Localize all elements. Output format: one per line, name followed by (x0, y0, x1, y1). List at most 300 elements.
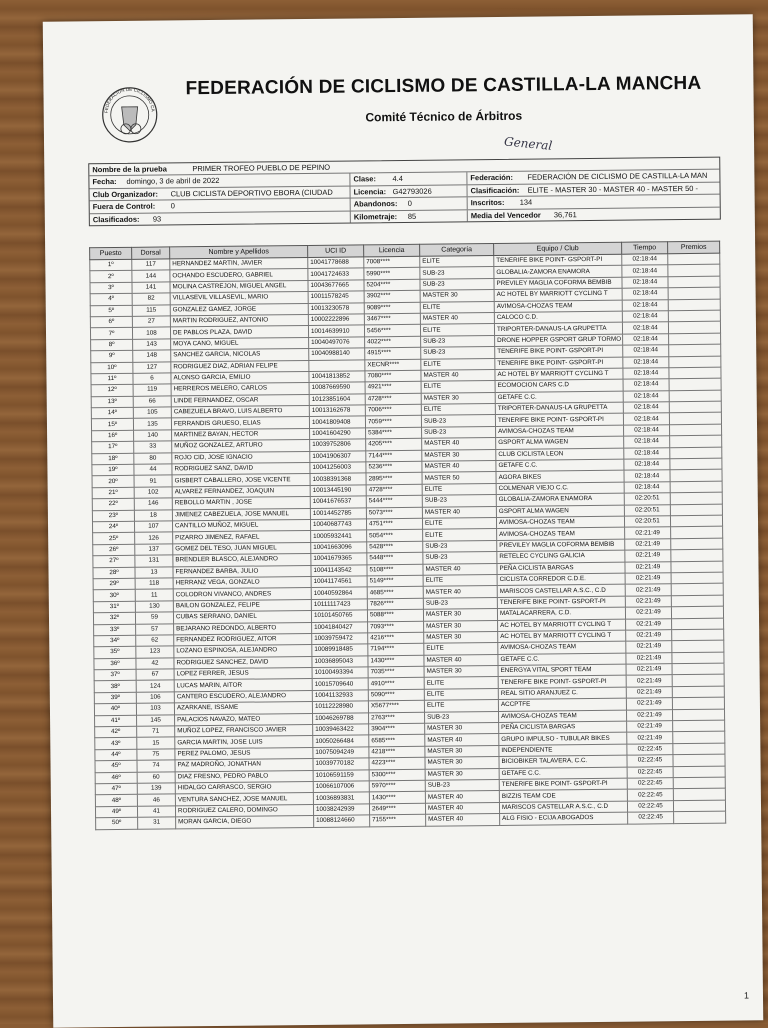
clase-label: Clase: (349, 174, 389, 186)
cell-categoria: SUB-23 (421, 347, 495, 359)
cell-uci-id: 10041679365 (311, 553, 367, 565)
cell-nombre: OCHANDO ESCUDERO, GABRIEL (170, 269, 308, 282)
cell-uci-id: 10011578245 (308, 291, 364, 303)
clase-value: 4.4 (392, 174, 403, 184)
cell-premios (673, 754, 725, 766)
cell-dorsal: 41 (137, 806, 175, 818)
cell-premios (670, 492, 722, 504)
document-page (43, 14, 763, 1027)
cell-premios (669, 378, 721, 390)
cell-dorsal: 127 (133, 361, 171, 373)
cell-puesto: 2º (90, 271, 132, 283)
cell-tiempo: 02:22:45 (627, 755, 673, 767)
cell-dorsal: 42 (136, 658, 174, 670)
cell-premios (672, 640, 724, 652)
page-number: 1 (743, 990, 750, 1001)
cell-tiempo: 02:18:44 (623, 345, 669, 357)
cell-nombre: SANCHEZ GARCIA, NICOLAS (171, 349, 309, 362)
cell-premios (673, 720, 725, 732)
cell-tiempo: 02:21:49 (625, 550, 671, 562)
abandonos-value: 0 (407, 199, 412, 209)
cell-nombre: ALONSO GARCIA, EMILIO (171, 371, 309, 384)
cell-tiempo: 02:21:49 (626, 687, 672, 699)
cell-equipo: TENERIFE BIKE POINT- GSPORT-PI (498, 676, 626, 689)
cell-nombre: ALVAREZ FERNANDEZ, JOAQUIN (172, 485, 310, 498)
cell-dorsal: 139 (137, 783, 175, 795)
cell-licencia: 5073**** (366, 507, 422, 519)
cell-puesto: 20º (92, 476, 134, 488)
cell-equipo: GETAFE C.C. (498, 653, 626, 666)
cell-categoria: SUB-23 (422, 495, 496, 507)
cell-dorsal: 137 (135, 544, 173, 556)
cell-puesto: 31º (93, 601, 135, 613)
cell-tiempo: 02:18:44 (623, 333, 669, 345)
cell-dorsal: 60 (137, 771, 175, 783)
cell-premios (670, 458, 722, 470)
cell-dorsal: 135 (133, 418, 171, 430)
cell-licencia: 5149**** (367, 575, 423, 587)
cell-puesto: 34º (94, 635, 136, 647)
cell-licencia: 7155**** (370, 814, 426, 826)
cell-licencia: 2895**** (366, 473, 422, 485)
cell-tiempo: 02:18:44 (624, 436, 670, 448)
cell-puesto: 1º (90, 259, 132, 271)
cell-equipo: GRUPO IMPULSO - TUBULAR BIKES (499, 733, 627, 746)
cell-equipo: ALG FISIO - ECIJA ABOGADOS (500, 812, 628, 825)
federation-logo (99, 79, 160, 160)
cell-nombre: ROJO CID, JOSE IGNACIO (172, 451, 310, 464)
cell-equipo: PREVILEY MAGLIA COFORMA BEMBIB (497, 539, 625, 552)
clasificados-value: 93 (152, 214, 162, 224)
col-nombre: Nombre y Apellidos (170, 245, 308, 258)
cell-nombre: LOZANO ESPINOSA, ALEJANDRO (174, 645, 312, 658)
cell-licencia: 4910**** (368, 678, 424, 690)
club-label: Club Organizador: (92, 189, 159, 200)
cell-equipo: GSPORT ALMA WAGEN (496, 436, 624, 449)
cell-nombre: RODRIGUEZ SANCHEZ, DAVID (174, 656, 312, 669)
cell-licencia: 9089**** (364, 302, 420, 314)
cell-uci-id: 10050266484 (313, 735, 369, 747)
cell-uci-id: 10041778688 (308, 257, 364, 269)
cell-premios (671, 527, 723, 539)
cell-equipo: GLOBALIA-ZAMORA ENAMORA (494, 266, 622, 279)
cell-dorsal: 108 (132, 327, 170, 339)
cell-dorsal: 115 (132, 304, 170, 316)
cell-premios (671, 538, 723, 550)
cell-puesto: 37º (94, 669, 136, 681)
cell-puesto: 36º (94, 658, 136, 670)
cell-nombre: RODRIGUEZ DIAZ, ADRIAN FELIPE (171, 360, 309, 373)
cell-equipo: CICLISTA CORREDOR C.D.E. (497, 573, 625, 586)
cell-premios (672, 618, 724, 630)
cell-dorsal: 11 (135, 589, 173, 601)
cell-puesto: 24º (92, 521, 134, 533)
cell-puesto: 45º (95, 760, 137, 772)
cell-categoria: MASTER 30 (425, 723, 499, 735)
fuera-label: Fuera de Control: (92, 201, 156, 212)
cell-nombre: GOMEZ DEL TESO, JUAN MIGUEL (173, 542, 311, 555)
federation-title: FEDERACIÓN DE CICLISMO DE CASTILLA-LA MANCHA (185, 72, 702, 100)
cell-categoria: MASTER 30 (423, 609, 497, 621)
cell-categoria: MASTER 30 (422, 449, 496, 461)
cell-equipo: CLUB CICLISTA LEON (496, 448, 624, 461)
cell-nombre: HERNANDEZ MARTIN, JAVIER (170, 257, 308, 270)
cell-tiempo: 02:18:44 (622, 322, 668, 334)
cell-licencia: 7035**** (368, 666, 424, 678)
cell-licencia: XECNR**** (365, 359, 421, 371)
cell-tiempo: 02:21:49 (627, 732, 673, 744)
cell-equipo: MATALACARRERA, C.D. (497, 607, 625, 620)
cell-tiempo: 02:21:49 (626, 630, 672, 642)
cell-uci-id: 10041840427 (312, 621, 368, 633)
cell-tiempo: 02:22:45 (627, 789, 673, 801)
cell-puesto: 41º (95, 715, 137, 727)
cell-puesto: 46º (95, 772, 137, 784)
cell-nombre: AZARKANE, ISSAME (174, 702, 312, 715)
licencia-label: Licencia: (349, 186, 389, 198)
cell-uci-id: 10005932441 (311, 530, 367, 542)
cell-nombre: LINDE FERNANDEZ, OSCAR (171, 394, 309, 407)
cell-categoria: MASTER 30 (424, 631, 498, 643)
cell-puesto: 19º (92, 464, 134, 476)
cell-categoria: MASTER 40 (422, 438, 496, 450)
cell-nombre: MARTINEZ BAYAN, HECTOR (172, 428, 310, 441)
cell-uci-id: 10111117423 (311, 599, 367, 611)
cell-dorsal: 124 (136, 680, 174, 692)
cell-puesto: 7º (90, 328, 132, 340)
cell-tiempo: 02:21:49 (625, 607, 671, 619)
cell-uci-id: 10040592864 (311, 587, 367, 599)
cell-puesto: 13º (91, 396, 133, 408)
cell-puesto: 25º (93, 533, 135, 545)
cell-dorsal: 126 (135, 532, 173, 544)
cell-tiempo: 02:21:49 (627, 721, 673, 733)
cell-puesto: 10º (91, 362, 133, 374)
cell-puesto: 29º (93, 578, 135, 590)
clasificacion-label: Clasificación: (466, 184, 524, 196)
cell-equipo: AGORA BIKES (496, 471, 624, 484)
cell-tiempo: 02:18:44 (624, 459, 670, 471)
cell-nombre: REBOLLO MARTIN , JOSE (172, 497, 310, 510)
cell-licencia: 7006**** (365, 404, 421, 416)
cell-nombre: HIDALGO CARRASCO, SERGIO (175, 781, 313, 794)
inscritos-value: 134 (519, 197, 533, 207)
cell-nombre: MUÑOZ LOPEZ, FRANCISCO JAVIER (175, 724, 313, 737)
cell-licencia: 5108**** (367, 564, 423, 576)
cell-dorsal: 15 (137, 737, 175, 749)
cell-licencia: 7008**** (364, 256, 420, 268)
cell-puesto: 50º (96, 817, 138, 829)
fecha-value: domingo, 3 de abril de 2022 (126, 176, 220, 187)
cell-equipo: REAL SITIO ARANJUEZ C. (498, 687, 626, 700)
cell-equipo: AC HOTEL BY MARRIOTT CYCLING T (498, 619, 626, 632)
cell-uci-id: 10041724633 (308, 268, 364, 280)
cell-categoria: MASTER 30 (425, 757, 499, 769)
cell-categoria: MASTER 30 (425, 745, 499, 757)
cell-categoria: ELITE (420, 256, 494, 268)
cell-premios (674, 811, 726, 823)
cell-tiempo: 02:18:44 (623, 413, 669, 425)
cell-equipo: GETAFE C.C. (496, 459, 624, 472)
cell-categoria: MASTER 40 (422, 461, 496, 473)
cell-uci-id: 10041256003 (310, 462, 366, 474)
cell-nombre: DIAZ FRESNO, PEDRO PABLO (175, 770, 313, 783)
cell-categoria: MASTER 40 (421, 369, 495, 381)
cell-premios (670, 447, 722, 459)
cell-tiempo: 02:22:45 (627, 778, 673, 790)
cell-categoria: MASTER 50 (422, 472, 496, 484)
cell-premios (673, 732, 725, 744)
cell-dorsal: 57 (136, 623, 174, 635)
cell-tiempo: 02:18:44 (624, 470, 670, 482)
cell-puesto: 16º (92, 430, 134, 442)
cell-nombre: BAILON GONZALEZ, FELIPE (173, 599, 311, 612)
cell-equipo: DRONE HOPPER GSPORT GRUP TORMO (495, 334, 623, 347)
cell-nombre: HERREROS MELERO, CARLOS (171, 383, 309, 396)
cell-licencia: 4218**** (369, 746, 425, 758)
cell-dorsal: 103 (136, 703, 174, 715)
km-value: 85 (407, 211, 417, 221)
cell-licencia: 7059**** (365, 416, 421, 428)
cell-uci-id: 10043677665 (308, 280, 364, 292)
cell-puesto: 22º (92, 499, 134, 511)
col-equipo: Equipo / Club (494, 242, 622, 255)
clasificacion-value: ELITE - MASTER 30 - MASTER 40 - MASTER 50 - (527, 183, 699, 195)
cell-uci-id: 10089918485 (312, 644, 368, 656)
cell-premios (672, 675, 724, 687)
cell-dorsal: 118 (135, 578, 173, 590)
cell-tiempo: 02:22:45 (627, 743, 673, 755)
cell-uci-id: 10038391368 (310, 473, 366, 485)
cell-uci-id: 10075094249 (313, 747, 369, 759)
clasificados-label: Clasificados: (92, 214, 140, 224)
cell-equipo: MARISCOS CASTELLAR A.S.C., C.D (499, 801, 627, 814)
cell-puesto: 3º (90, 282, 132, 294)
cell-tiempo: 02:18:44 (622, 311, 668, 323)
cell-licencia: 2763**** (369, 712, 425, 724)
cell-uci-id: 10036895043 (312, 656, 368, 668)
cell-licencia: 5300**** (369, 769, 425, 781)
cell-tiempo: 02:18:44 (623, 390, 669, 402)
cell-tiempo: 02:18:44 (623, 356, 669, 368)
cell-categoria: SUB-23 (425, 711, 499, 723)
cell-licencia: 4728**** (366, 484, 422, 496)
cell-uci-id: 10041663096 (311, 542, 367, 554)
cell-uci-id: 10013445190 (310, 485, 366, 497)
cell-uci-id: 10013230578 (308, 302, 364, 314)
cell-tiempo: 02:18:44 (622, 276, 668, 288)
cell-dorsal: 75 (137, 749, 175, 761)
cell-tiempo: 02:18:44 (622, 265, 668, 277)
licencia-value: G42793026 (392, 186, 432, 196)
cell-nombre: GISBERT CABALLERO, JOSE VICENTE (172, 474, 310, 487)
cell-nombre: MORAN GARCIA, DIEGO (176, 816, 314, 829)
inscritos-label: Inscritos: (467, 197, 517, 209)
cell-tiempo: 02:18:44 (622, 288, 668, 300)
cell-dorsal: 140 (134, 430, 172, 442)
cell-uci-id: 10088124660 (314, 815, 370, 827)
fecha-label: Fecha: (92, 177, 117, 187)
cell-licencia: 7144**** (366, 450, 422, 462)
cell-dorsal: 144 (132, 270, 170, 282)
cell-puesto: 18º (92, 453, 134, 465)
cell-equipo: TENERIFE BIKE POINT- GSPORT-PI (495, 414, 623, 427)
cell-equipo: GETAFE C.C. (495, 391, 623, 404)
cell-premios (668, 299, 720, 311)
cell-licencia: 5204**** (364, 279, 420, 291)
cell-premios (668, 276, 720, 288)
cell-equipo: AVIMOSA-CHOZAS TEAM (498, 641, 626, 654)
cell-premios (670, 470, 722, 482)
cell-dorsal: 130 (135, 601, 173, 613)
cell-uci-id: 10036893831 (313, 792, 369, 804)
cell-licencia: 4915**** (365, 347, 421, 359)
cell-puesto: 43º (95, 738, 137, 750)
cell-categoria: SUB-23 (421, 335, 495, 347)
cell-puesto: 5º (90, 305, 132, 317)
cell-puesto: 6º (90, 316, 132, 328)
cell-nombre: CABEZUELA BRAVO, LUIS ALBERTO (171, 406, 309, 419)
cell-uci-id: 10041143542 (311, 564, 367, 576)
cell-tiempo: 02:21:49 (626, 641, 672, 653)
cell-equipo: TENERIFE BIKE POINT- GSPORT-PI (495, 357, 623, 370)
cell-puesto: 42º (95, 726, 137, 738)
cell-premios (669, 401, 721, 413)
cell-premios (673, 766, 725, 778)
prueba-value: PRIMER TROFEO PUEBLO DE PEPINO (192, 162, 331, 174)
cell-categoria: ELITE (420, 301, 494, 313)
cell-licencia: 3467**** (364, 313, 420, 325)
cell-uci-id: 10041809408 (309, 416, 365, 428)
cell-tiempo: 02:20:51 (624, 516, 670, 528)
cell-puesto: 23º (92, 510, 134, 522)
cell-uci-id: 10041132933 (312, 690, 368, 702)
cell-nombre: RODRIGUEZ CALERO, DOMINGO (175, 804, 313, 817)
cell-puesto: 32º (93, 612, 135, 624)
cell-dorsal: 146 (134, 498, 172, 510)
cell-tiempo: 02:18:44 (624, 425, 670, 437)
cell-licencia: 4728**** (365, 393, 421, 405)
cell-dorsal: 117 (132, 259, 170, 271)
cell-premios (672, 663, 724, 675)
cell-dorsal: 31 (138, 817, 176, 829)
cell-premios (668, 253, 720, 265)
cell-puesto: 27º (93, 555, 135, 567)
cell-uci-id: 10100493394 (312, 667, 368, 679)
cell-premios (668, 322, 720, 334)
cell-nombre: PIZARRO JIMENEZ, RAFAEL (173, 531, 311, 544)
abandonos-label: Abandonos: (350, 198, 405, 210)
cell-licencia: 4751**** (366, 518, 422, 530)
federacion-label: Federación: (466, 172, 524, 184)
cell-licencia: 7093**** (368, 621, 424, 633)
cell-dorsal: 145 (137, 715, 175, 727)
cell-licencia: 7080**** (365, 370, 421, 382)
cell-tiempo: 02:21:49 (625, 584, 671, 596)
cell-categoria: MASTER 40 (423, 563, 497, 575)
cell-uci-id: 10014452785 (310, 507, 366, 519)
cell-uci-id: 10039752806 (310, 439, 366, 451)
cell-licencia: 4921**** (365, 382, 421, 394)
cell-dorsal: 123 (136, 646, 174, 658)
cell-categoria: ELITE (421, 358, 495, 370)
cell-uci-id: 10041174561 (311, 576, 367, 588)
cell-premios (669, 390, 721, 402)
col-tiempo: Tiempo (622, 242, 668, 254)
cell-puesto: 39º (94, 692, 136, 704)
cell-tiempo: 02:22:45 (627, 800, 673, 812)
cell-equipo: TRIPORTER-DANAUS-LA GRUPETTA (494, 323, 622, 336)
cell-licencia: 1430**** (369, 792, 425, 804)
cell-nombre: LUCAS MARIN, AITOR (174, 679, 312, 692)
cell-dorsal: 27 (132, 316, 170, 328)
cell-tiempo: 02:18:44 (623, 368, 669, 380)
cell-uci-id: 10087669590 (309, 382, 365, 394)
cell-licencia: X5677**** (368, 701, 424, 713)
cell-nombre: CANTERO ESCUDERO, ALEJANDRO (174, 690, 312, 703)
cell-licencia: 5970**** (369, 780, 425, 792)
cell-categoria: MASTER 30 (421, 392, 495, 404)
cell-categoria: MASTER 30 (420, 290, 494, 302)
cell-puesto: 33º (94, 624, 136, 636)
cell-categoria: SUB-23 (422, 426, 496, 438)
cell-nombre: BRENDLER BLASCO, ALEJANDRO (173, 554, 311, 567)
cell-licencia: 4216**** (368, 632, 424, 644)
cell-nombre: DE PABLOS PLAZA, DAVID (170, 326, 308, 339)
cell-premios (673, 800, 725, 812)
cell-premios (672, 629, 724, 641)
cell-equipo: AVIMOSA-CHOZAS TEAM (498, 710, 626, 723)
cell-dorsal: 74 (137, 760, 175, 772)
cell-categoria: MASTER 40 (423, 586, 497, 598)
cell-uci-id: 10015709640 (312, 678, 368, 690)
cell-dorsal: 106 (136, 692, 174, 704)
cell-premios (672, 686, 724, 698)
cell-puesto: 48º (95, 795, 137, 807)
cell-nombre: GONZALEZ GAMEZ, JORGE (170, 303, 308, 316)
cell-categoria: SUB-23 (423, 552, 497, 564)
cell-licencia: 2649**** (369, 803, 425, 815)
cell-equipo: PEÑA CICLISTA BARGAS (497, 562, 625, 575)
cell-puesto: 38º (94, 681, 136, 693)
cell-nombre: FERNANDEZ BARBA, JULIO (173, 565, 311, 578)
cell-licencia: 3904**** (369, 723, 425, 735)
cell-premios (671, 561, 723, 573)
cell-nombre: MUÑOZ GONZALEZ, ARTURO (172, 440, 310, 453)
cell-dorsal: 13 (135, 566, 173, 578)
cell-nombre: COLODRON VIVANCO, ANDRES (173, 588, 311, 601)
cell-puesto: 4º (90, 293, 132, 305)
cell-licencia: 7826**** (367, 598, 423, 610)
cell-categoria: ELITE (424, 700, 498, 712)
cell-nombre: MARTIN RODRIGUEZ, ANTONIO (170, 314, 308, 327)
cell-licencia: 5088**** (367, 609, 423, 621)
handwritten-note: General (503, 134, 553, 153)
cell-categoria: ELITE (420, 324, 494, 336)
cell-nombre: MOYA CANO, MIGUEL (171, 337, 309, 350)
cell-equipo: AVIMOSA-CHOZAS TEAM (496, 425, 624, 438)
cell-dorsal: 67 (136, 669, 174, 681)
cell-premios (671, 549, 723, 561)
cell-nombre: BEJARANO REDONDO, ALBERTO (174, 622, 312, 635)
cell-tiempo: 02:21:49 (626, 675, 672, 687)
cell-categoria: ELITE (424, 643, 498, 655)
cell-categoria: ELITE (422, 518, 496, 530)
cell-categoria: ELITE (423, 529, 497, 541)
cell-equipo: PREVILEY MAGLIA COFORMA BEMBIB (494, 277, 622, 290)
cell-equipo: GLOBALIA-ZAMORA ENAMORA (496, 493, 624, 506)
cell-categoria: MASTER 40 (422, 506, 496, 518)
